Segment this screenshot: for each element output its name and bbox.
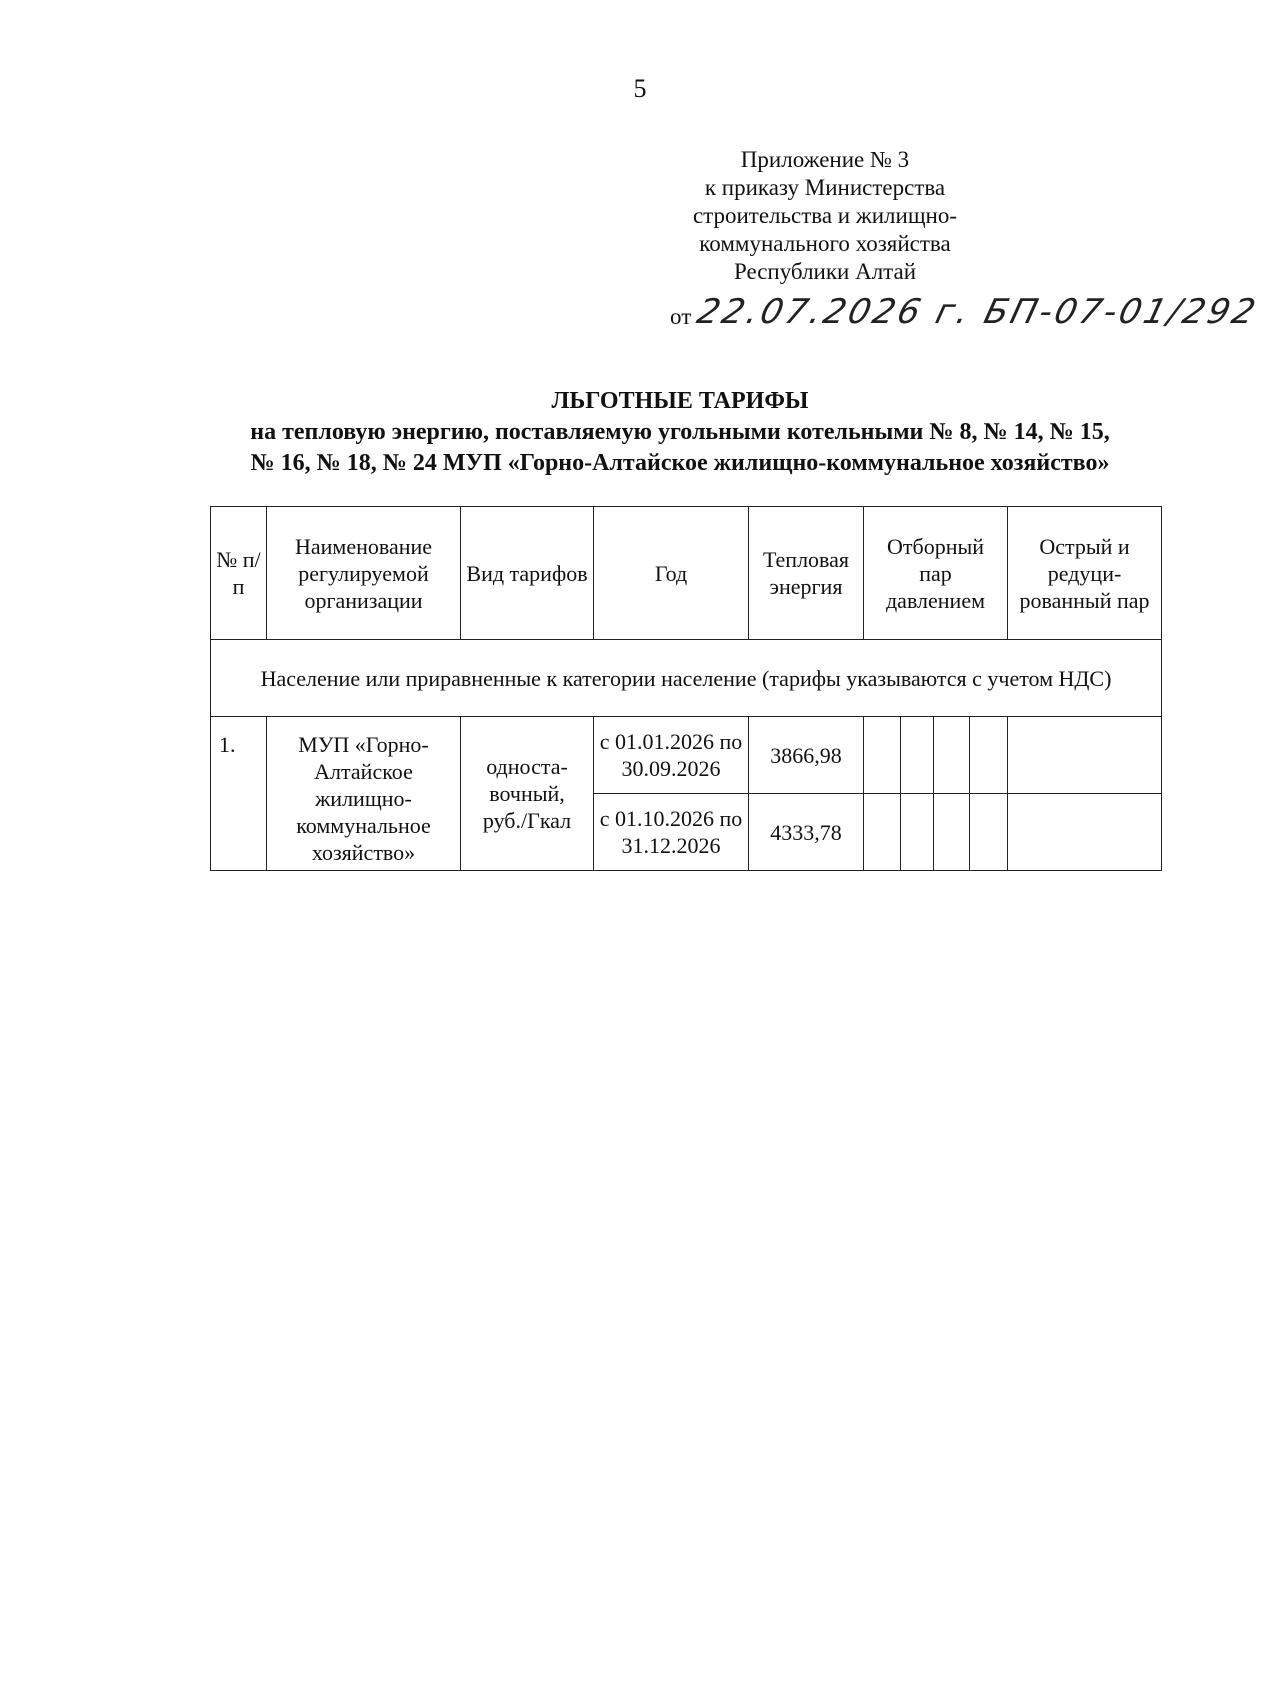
row-period: с 01.01.2026 по 30.09.2026 [594,717,749,794]
row-heat-value: 3866,98 [749,717,864,794]
empty-cell [1008,794,1162,871]
order-date-number [670,292,1262,346]
header-sharp-steam: Острый и редуци-рованный пар [1008,507,1162,640]
document-subtitle-line: № 16, № 18, № 24 МУП «Горно-Алтайское жилищно-коммунальное хозяйство» [250,450,1110,476]
tariffs-table [210,506,1162,871]
header-selected-steam: Отборный пар давлением [864,507,1008,640]
empty-cell [864,717,901,794]
row-period: с 01.10.2026 по 31.12.2026 [594,794,749,871]
header-num: № п/п [211,507,267,640]
table-section-row [211,640,1162,717]
header-org: Наименование регулируемой организации [267,507,461,640]
table-row [211,717,1162,794]
empty-cell [864,794,901,871]
appendix-line: Приложение № 3 [740,147,910,172]
header-tariff-type: Вид тарифов [461,507,594,640]
document-subtitle-line: на тепловую энергию, поставляемую угольными котельными № 8, № 14, № 15, [250,419,1110,445]
empty-cell [970,717,1008,794]
row-heat-value: 4333,78 [749,794,864,871]
empty-cell [970,794,1008,871]
empty-cell [1008,717,1162,794]
document-heading [200,386,1160,479]
appendix-line: коммунального хозяйства [699,231,951,256]
row-org: МУП «Горно-Алтайское жилищно-коммунальное хозяйство» [267,717,461,871]
header-heat-energy: Тепловая энергия [749,507,864,640]
section-population: Население или приравненные к категории население (тарифы указываются с учетом НДС) [211,640,1162,717]
row-num: 1. [211,717,267,871]
table-header-row [211,507,1162,640]
from-label: от [670,304,692,329]
empty-cell [901,794,934,871]
handwritten-date-number: 22.07.2026 г. БП-07-01/292 [693,292,1262,332]
page-number: 5 [633,74,647,103]
appendix-block [660,146,990,286]
empty-cell [934,717,970,794]
row-tariff-type: односта-вочный, руб./Гкал [461,717,594,871]
empty-cell [934,794,970,871]
document-title: ЛЬГОТНЫЕ ТАРИФЫ [551,388,809,414]
appendix-line: к приказу Министерства [704,175,946,200]
appendix-line: Республики Алтай [733,259,917,284]
appendix-line: строительства и жилищно- [692,203,958,228]
empty-cell [901,717,934,794]
header-year: Год [594,507,749,640]
